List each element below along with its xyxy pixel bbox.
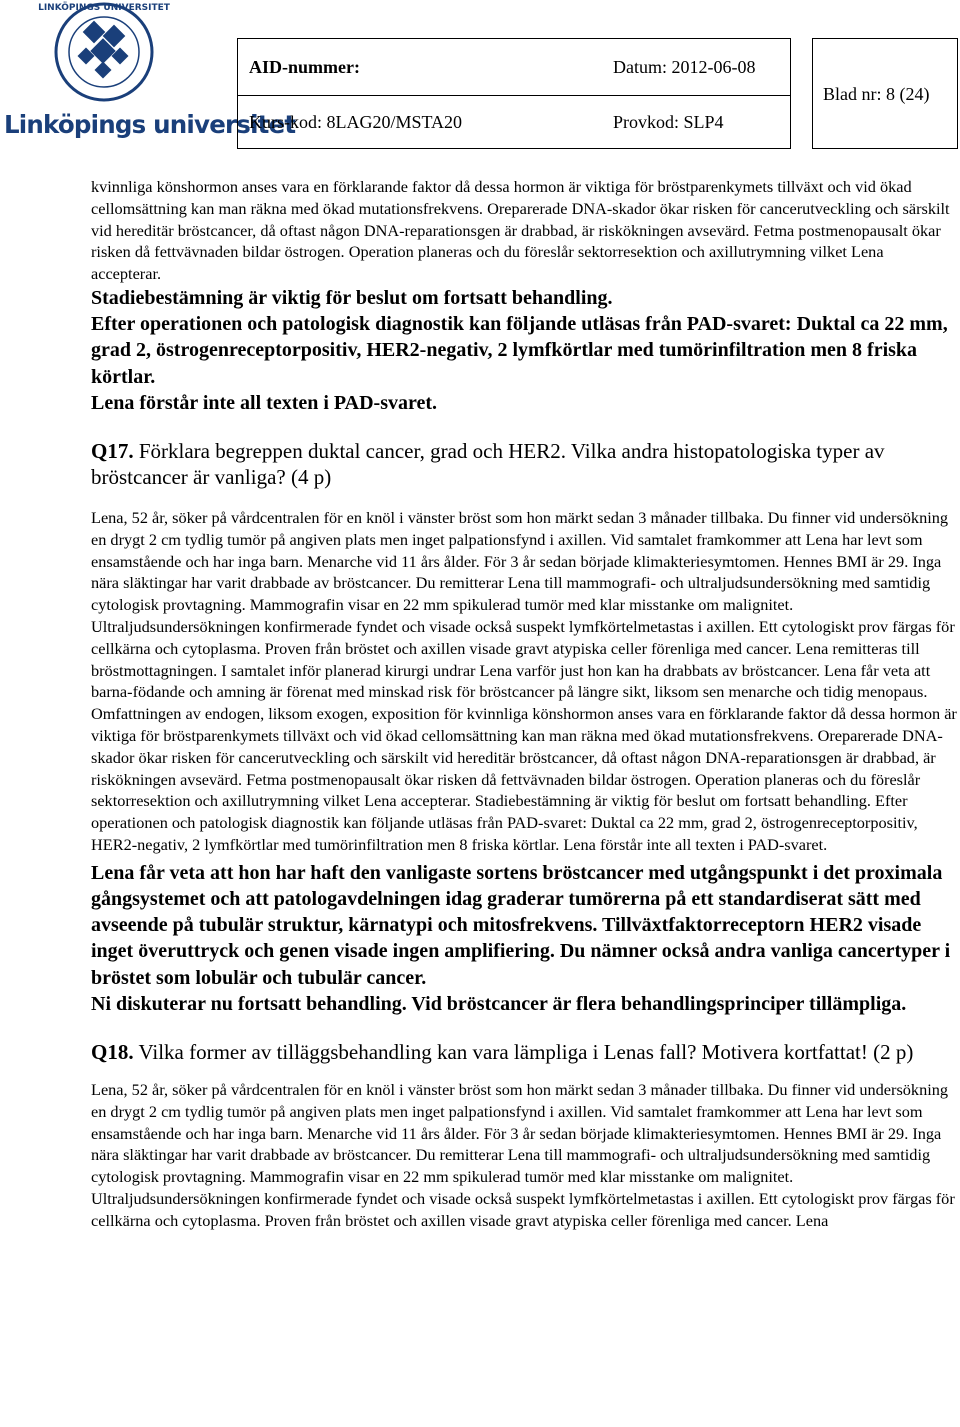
intro-paragraph: kvinnliga könshormon anses vara en förklarande faktor då dessa hormon är viktiga för bröstparenkymets tillväxt och vid ökad cellomsättning kan man räkna med ökad mutationsfrekvens. Oreparerade DNA-skador ökar risken för cancerutveckling och särskilt vid hereditär bröstcancer, då oftast någon DNA-reparationsgen är drabbad, är riskökningen avsevärd. Fetma postmenopausalt ökar risken då fettvävnaden bildar östrogen. Operation planeras och du föreslår sektorresektion och axillutrymning vilket Lena accepterar.	[91, 177, 950, 284]
document-body	[91, 176, 957, 1232]
university-logo	[0, 0, 296, 150]
staging-note: Stadiebestämning är viktig för beslut om fortsatt behandling.	[91, 286, 613, 309]
question-17	[91, 438, 957, 490]
case-paragraph-2: Lena, 52 år, söker på vårdcentralen för en knöl i vänster bröst som hon märkt sedan 3 månader tillbaka. Du finner vid undersökning en drygt 2 cm tydlig tumör på angiven plats men inget palpationsfynd i axillen. Vid samtalet framkommer att Lena har levt som ensamstående och har inga barn. Menarche vid 11 års ålder. För 3 år sedan började klimakteriesymtomen. Hennes BMI är 29. Inga nära släktingar har varit drabbade av bröstcancer. Du remitterar Lena till mammografi- och ultraljudsundersökning med samtidig cytologisk provtagning. Mammografin visar en 22 mm spikulerad tumör med klar misstanke om malignitet. Ultraljudsundersökningen konfirmerade fyndet och visade också suspekt lymfkörtelmetastas i axillen. Ett cytologiskt prov färgas för cellkärna och cytoplasma. Proven från bröstet och axillen visade gravt atypiska celler förenliga med cancer. Lena	[91, 1079, 955, 1230]
question-18	[91, 1039, 957, 1065]
page-number: Blad nr: 8 (24)	[823, 84, 930, 104]
question-18-text: Vilka former av tilläggsbehandling kan vara lämpliga i Lenas fall? Motivera kortfattat! (2 p)	[133, 1039, 914, 1064]
diagnosis-explanation: Lena får veta att hon har haft den vanligaste sortens bröstcancer med utgångspunkt i det proximala gångsystemet och att patologavdelningen idag graderar tumörerna på ett standardiserat sätt med avseende på tubulär struktur, kärnatypi och mitosfrekvens. Tillväxtfaktorreceptorn HER2 visade inget överuttryck och genen visade ingen amplifiering. Du nämner också andra vanliga cancertyper i bröstet som lobulär och tubulär cancer.	[91, 861, 951, 989]
header-box	[237, 38, 791, 149]
header-divider	[238, 95, 790, 96]
test-code-label: Provkod: SLP4	[613, 112, 724, 132]
university-name: Linköpings universitet	[4, 110, 296, 139]
pathology-confusion: Lena förstår inte all texten i PAD-svaret.	[91, 391, 438, 414]
date-label: Datum: 2012-06-08	[613, 57, 756, 77]
logo-seal-icon	[0, 0, 222, 110]
case-paragraph-1: Lena, 52 år, söker på vårdcentralen för en knöl i vänster bröst som hon märkt sedan 3 månader tillbaka. Du finner vid undersökning en drygt 2 cm tydlig tumör på angiven plats men inget palpationsfynd i axillen. Vid samtalet framkommer att Lena har levt som ensamstående och har inga barn. Menarche vid 11 års ålder. För 3 år sedan började klimakteriesymtomen. Hennes BMI är 29. Inga nära släktingar har varit drabbade av bröstcancer. Du remitterar Lena till mammografi- och ultraljudsundersökning med samtidig cytologisk provtagning. Mammografin visar en 22 mm spikulerad tumör med klar misstanke om malignitet. Ultraljudsundersökningen konfirmerade fyndet och visade också suspekt lymfkörtelmetastas i axillen. Ett cytologiskt prov färgas för cellkärna och cytoplasma. Proven från bröstet och axillen visade gravt atypiska celler förenliga med cancer. Lena remitteras till bröstmottagningen. I samtalet inför planerad kirurgi undrar Lena varför just hon kan ha drabbats av bröstcancer. Lena får veta att barna-födande och amning är förenat med minskad risk för bröstcancer på längre sikt, liksom sen menarche och tidig menopaus. Omfattningen av endogen, liksom exogen, exposition för kvinnliga könshormon anses vara en förklarande faktor då dessa hormon är viktiga för bröstparenkymets tillväxt och vid ökad cellomsättning kan man räkna med ökad mutationsfrekvens. Oreparerade DNA-skador ökar risken för cancerutveckling och särskilt vid hereditär bröstcancer, då oftast någon DNA-reparationsgen är drabbad, är riskökningen avsevärd. Fetma postmenopausalt ökar risken då fettvävnaden bildar östrogen. Operation planeras och du föreslår sektorresektion och axillutrymning vilket Lena accepterar. Stadiebestämning är viktig för beslut om fortsatt behandling. Efter operationen och patologisk diagnostik kan följande utläsas från PAD-svaret: Duktal ca 22 mm, grad 2, östrogenreceptorpositiv, HER2-negativ, 2 lymfkörtlar med tumörinfiltration men 8 friska körtlar. Lena förstår inte all texten i PAD-svaret.	[91, 508, 957, 854]
course-code-label: Kurs-kod: 8LAG20/MSTA20	[249, 112, 463, 132]
pathology-result: Efter operationen och patologisk diagnostik kan följande utläsas från PAD-svaret: Duktal ca 22 mm, grad 2, östrogenreceptorpositiv, HER2-negativ, 2 lymfkörtlar med tumörinfiltration men 8 friska körtlar.	[91, 313, 948, 388]
treatment-discussion: Ni diskuterar nu fortsatt behandling. Vid bröstcancer är flera behandlingsprinciper tillämpliga.	[91, 992, 907, 1015]
aid-label: AID-nummer:	[249, 57, 360, 77]
question-17-number: Q17.	[91, 439, 134, 463]
question-17-text: Förklara begreppen duktal cancer, grad och HER2. Vilka andra histopatologiska typer av bröstcancer är vanliga? (4 p)	[91, 439, 885, 489]
page-number-box	[812, 38, 958, 149]
question-18-number: Q18.	[91, 1039, 134, 1064]
logo-ring-text: LINKÖPINGS UNIVERSITET	[38, 3, 170, 13]
